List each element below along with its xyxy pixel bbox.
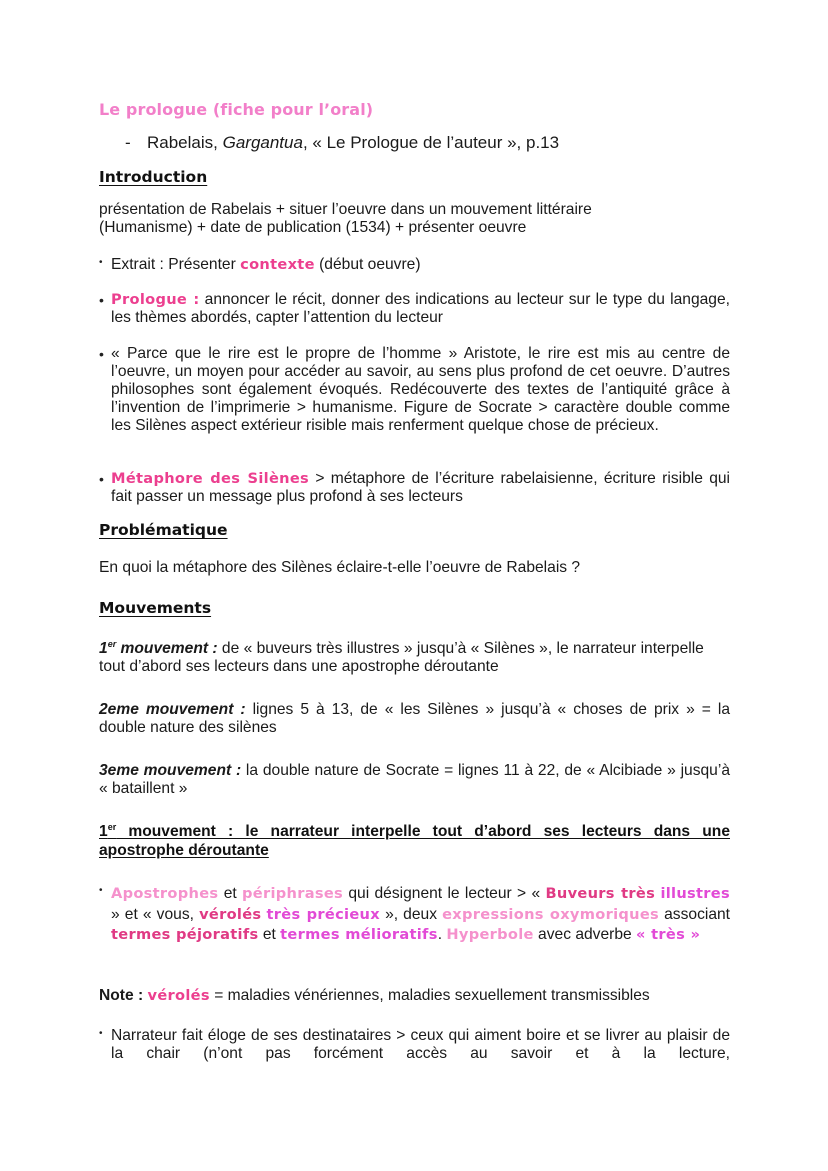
mouvement-text: la double nature de Socrate = lignes 11 à 22, de « Alcibiade » jusqu’à « bataillent »: [99, 762, 730, 797]
section-1-heading: [99, 822, 730, 860]
bullet-prologue: [99, 291, 730, 327]
highlight-prologue: Prologue :: [111, 291, 200, 308]
mouvement-3: [99, 762, 730, 798]
highlight-veroles-note: vérolés: [147, 987, 210, 1004]
label-rest: mouvement :: [116, 640, 218, 657]
problematique-text: En quoi la métaphore des Silènes éclaire-t-elle l’oeuvre de Rabelais ?: [99, 559, 581, 576]
highlight-tres-quote: « très »: [636, 926, 701, 943]
bullet-text: Narrateur fait éloge de ses destinataires > ceux qui aiment boire et se livrer au plaisir de la chair (n’ont pas forcément accès au savoir et à la lecture,: [111, 1027, 730, 1062]
highlight-hyperbole: Hyperbole: [446, 926, 534, 943]
heading-num: 1: [99, 823, 108, 840]
bullet-icon: •: [99, 346, 104, 362]
introduction-text: [99, 201, 730, 237]
text: », deux: [379, 905, 443, 923]
bullet-icon: •: [99, 292, 104, 308]
highlight-metaphore: Métaphore des Silènes: [111, 470, 310, 487]
note-text: = maladies vénériennes, maladies sexuellement transmissibles: [209, 987, 650, 1004]
bullet-icon: •: [99, 1028, 103, 1039]
mouvement-2: [99, 701, 730, 737]
highlight-contexte: contexte: [240, 256, 315, 273]
reference-author: Rabelais,: [147, 133, 223, 152]
label-sup: er: [107, 639, 117, 649]
bullet-metaphore: [99, 470, 730, 506]
list-dash: -: [125, 133, 131, 152]
text: .: [437, 926, 447, 943]
bullet-text: Extrait : Présenter: [111, 256, 241, 273]
highlight-periphrases: périphrases: [242, 885, 344, 902]
reference-work-title: Gargantua: [222, 133, 303, 152]
mouvement-1: [99, 640, 730, 676]
note-label: Note :: [99, 987, 144, 1004]
bullet-icon: •: [99, 885, 103, 896]
reference-rest: , « Le Prologue de l’auteur », p.13: [302, 133, 560, 152]
introduction-heading: Introduction: [99, 168, 208, 186]
mouvement-text: de « buveurs très illustres » jusqu’à « Silènes », le narrateur interpelle tout d’abord ses lecteurs dans une apostrophe déroutante: [99, 640, 704, 675]
highlight-apostrophes: Apostrophes: [111, 885, 219, 902]
highlight-termes-melioratifs: termes mélioratifs: [280, 926, 438, 943]
bullet-apostrophes: [99, 884, 730, 946]
highlight-expressions-oxymoriques: expressions oxymoriques: [442, 905, 660, 923]
heading-sup: er: [107, 822, 117, 832]
bullet-text: > métaphore de l’écriture rabelaisienne, écriture risible qui fait passer un message plus profond à ses lecteurs: [111, 470, 730, 505]
text: » et « vous,: [111, 905, 200, 923]
mouvement-text: lignes 5 à 13, de « les Silènes » jusqu’à « choses de prix » = la double nature des silènes: [99, 701, 730, 736]
mouvement-label: 3eme mouvement :: [99, 762, 242, 779]
bullet-icon: •: [99, 471, 104, 487]
work-reference: [125, 133, 756, 153]
bullet-aristote: [99, 345, 730, 435]
note-verolés: [99, 987, 730, 1005]
introduction-text-line: présentation de Rabelais + situer l’oeuvre dans un mouvement littéraire: [99, 201, 592, 218]
problematique-heading: Problématique: [99, 521, 228, 539]
introduction-text-line: (Humanisme) + date de publication (1534) + présenter oeuvre: [99, 219, 527, 236]
bullet-eloge: [99, 1027, 730, 1063]
text: et: [218, 885, 243, 902]
heading-rest: mouvement : le narrateur interpelle tout d’abord ses lecteurs dans une apostrophe déroutante: [99, 823, 730, 859]
bullet-text: annoncer le récit, donner des indications au lecteur sur le type du langage, les thèmes abordés, capter l’attention du lecteur: [111, 291, 730, 326]
highlight-buveurs: Buveurs très: [545, 885, 656, 902]
text: qui désignent le lecteur > «: [343, 885, 546, 902]
highlight-tres-precieux: très précieux: [266, 905, 380, 923]
text: associant: [659, 905, 731, 923]
label-num: 1: [99, 640, 108, 657]
bullet-icon: •: [99, 257, 103, 268]
mouvement-label: [99, 640, 218, 657]
bullet-text: « Parce que le rire est le propre de l’homme » Aristote, le rire est mis au centre de l’oeuvre, un moyen pour accéder au savoir, au sens plus profond de cet oeuvre. D’autres philosophes sont également évoqués. Redécouverte des textes de l’antiquité grâce à l’invention de l’imprimerie > humanisme. Figure de Socrate > caractère double comme les Silènes aspect extérieur risible mais renferment quelque chose de précieux.: [111, 345, 730, 434]
mouvements-heading: Mouvements: [99, 599, 212, 617]
highlight-veroles: vérolés: [199, 905, 262, 923]
highlight-termes-pejoratifs: termes péjoratifs: [111, 926, 259, 943]
mouvement-label: 2eme mouvement :: [99, 701, 246, 718]
bullet-extrait: [99, 256, 730, 274]
text: avec adverbe: [533, 926, 637, 943]
text: et: [258, 926, 281, 943]
document-title: Le prologue (fiche pour l’oral): [99, 100, 374, 119]
highlight-illustres: illustres: [660, 885, 730, 902]
bullet-text: (début oeuvre): [314, 256, 421, 273]
